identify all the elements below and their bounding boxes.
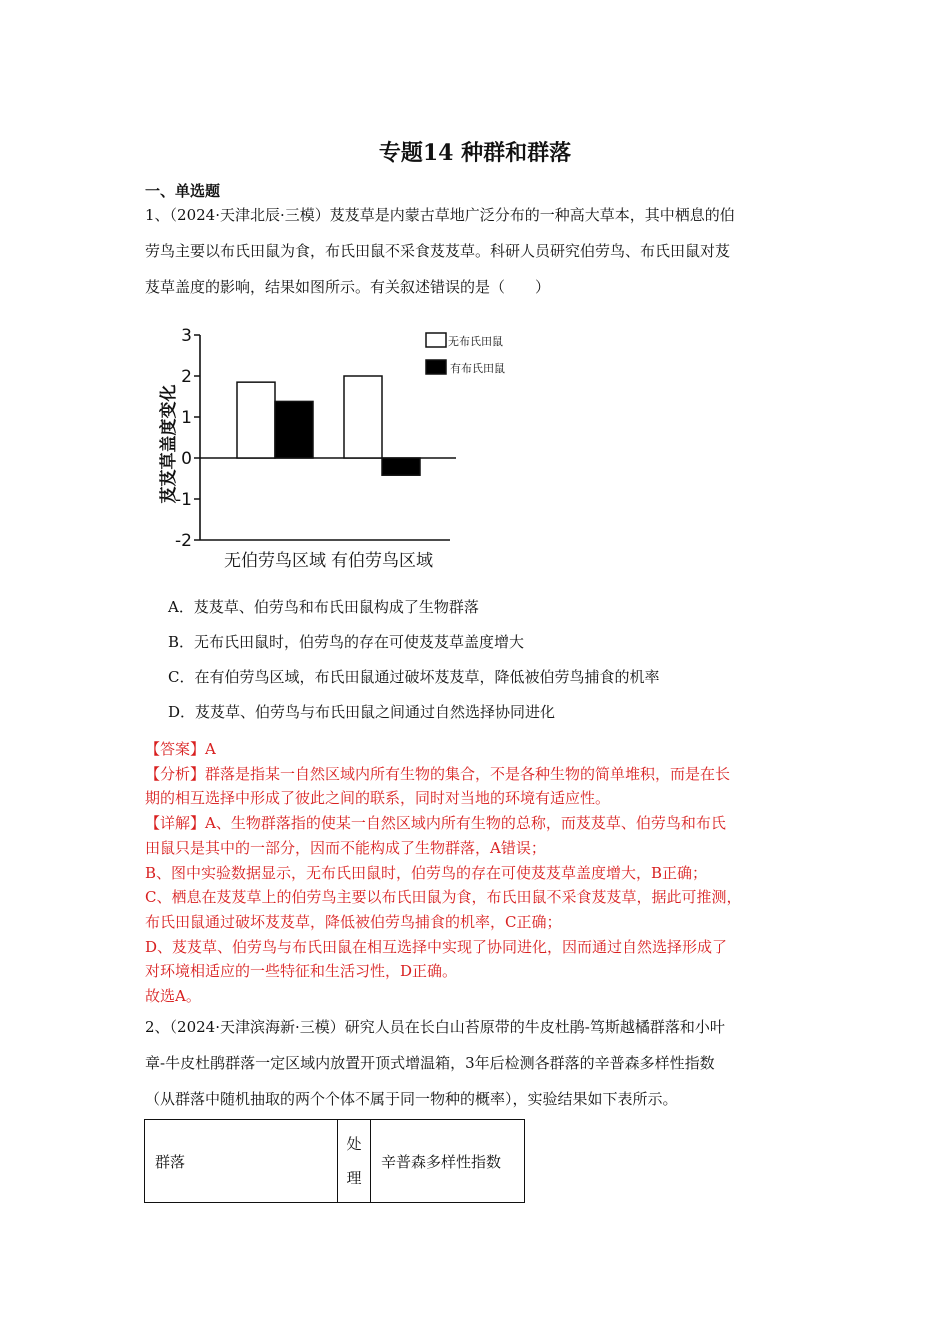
question-2-line-1: 2、（2024·天津滨海新·三模）研究人员在长白山苔原带的牛皮杜鹃-笃斯越橘群落和小叶	[145, 1018, 725, 1036]
detail-line-6: D、芨芨草、伯劳鸟与布氏田鼠在相互选择中实现了协同进化，因而通过自然选择形成了	[145, 937, 728, 956]
header-treatment-char-1: 处	[346, 1135, 362, 1153]
detail-line-4: C、栖息在芨芨草上的伯劳鸟主要以布氏田鼠为食，布氏田鼠不采食芨芨草，据此可推测，	[145, 888, 742, 907]
header-community: 群落	[145, 1120, 338, 1203]
y-tick-label: 0	[181, 449, 192, 469]
y-axis-label: 芨芨草盖度变化	[159, 384, 179, 504]
header-simpson-index: 辛普森多样性指数	[371, 1120, 525, 1203]
detail-line-7: 对环境相适应的一些特征和生活习性，D正确。	[145, 962, 458, 981]
bar-chart	[150, 322, 505, 577]
option-b: B．无布氏田鼠时，伯劳鸟的存在可使芨芨草盖度增大	[168, 633, 525, 651]
section-heading: 一、单选题	[145, 182, 221, 200]
question-2-stem	[145, 1009, 810, 1117]
option-d: D．芨芨草、伯劳鸟与布氏田鼠之间通过自然选择协同进化	[168, 703, 556, 721]
question-1-line-3: 芨草盖度的影响，结果如图所示。有关叙述错误的是（ ）	[145, 278, 551, 296]
y-tick-label: -2	[175, 531, 192, 551]
y-tick-label: -1	[175, 490, 192, 510]
x-category-label: 有伯劳鸟区域	[331, 551, 433, 571]
y-tick-label: 2	[181, 367, 192, 387]
legend-swatch-no-vole	[426, 333, 446, 347]
option-c: C．在有伯劳鸟区域，布氏田鼠通过破坏芨芨草，降低被伯劳鸟捕食的机率	[168, 668, 660, 686]
question-2-line-3: （从群落中随机抽取的两个个体不属于同一物种的概率），实验结果如下表所示。	[145, 1090, 678, 1108]
detail-line-1: 【详解】A、生物群落指的使某一自然区域内所有生物的总称，而芨芨草、伯劳鸟和布氏	[145, 814, 726, 833]
header-treatment-char-2: 理	[346, 1169, 362, 1187]
question-1-line-1: 1、（2024·天津北辰·三模）芨芨草是内蒙古草地广泛分布的一种高大草本，其中栖息的伯	[145, 206, 735, 224]
option-a: A．芨芨草、伯劳鸟和布氏田鼠构成了生物群落	[168, 598, 479, 616]
question-1-line-2: 劳鸟主要以布氏田鼠为食，布氏田鼠不采食芨芨草。科研人员研究伯劳鸟、布氏田鼠对芨	[145, 242, 731, 260]
answer-explanation	[145, 737, 825, 1009]
answer-line: 【答案】A	[145, 740, 216, 758]
bar-no-vole-1	[344, 376, 382, 458]
analysis-line-2: 期的相互选择中形成了彼此之间的联系，同时对当地的环境有适应性。	[145, 789, 611, 808]
conclusion-line: 故选A。	[145, 987, 201, 1006]
question-1-options	[168, 590, 818, 730]
legend-swatch-with-vole	[426, 360, 446, 374]
page-title: 专题14 种群和群落	[378, 140, 572, 166]
bar-with-vole-1	[382, 458, 420, 475]
table-header-row	[145, 1120, 525, 1203]
analysis-line-1: 【分析】群落是指某一自然区域内所有生物的集合，不是各种生物的简单堆积，而是在长	[145, 764, 731, 783]
question-2-line-2: 章-牛皮杜鹃群落一定区域内放置开顶式增温箱，3年后检测各群落的辛普森多样性指数	[145, 1054, 715, 1072]
legend-label-with-vole: 有布氏田鼠	[450, 362, 505, 375]
detail-line-5: 布氏田鼠通过破坏芨芨草，降低被伯劳鸟捕食的机率，C正确；	[145, 912, 562, 931]
detail-line-2: 田鼠只是其中的一部分，因而不能构成了生物群落，A错误；	[145, 838, 546, 857]
detail-line-3: B、图中实验数据显示，无布氏田鼠时，伯劳鸟的存在可使芨芨草盖度增大，B正确；	[145, 863, 708, 882]
y-tick-label: 3	[181, 326, 192, 346]
x-category-label: 无伯劳鸟区域	[224, 551, 326, 571]
bar-with-vole-0	[275, 401, 313, 458]
question-1-stem	[145, 197, 810, 305]
results-table	[144, 1119, 525, 1203]
bar-no-vole-0	[237, 382, 275, 458]
header-treatment	[338, 1120, 371, 1203]
legend-label-no-vole: 无布氏田鼠	[448, 335, 503, 348]
y-tick-label: 1	[181, 408, 192, 428]
